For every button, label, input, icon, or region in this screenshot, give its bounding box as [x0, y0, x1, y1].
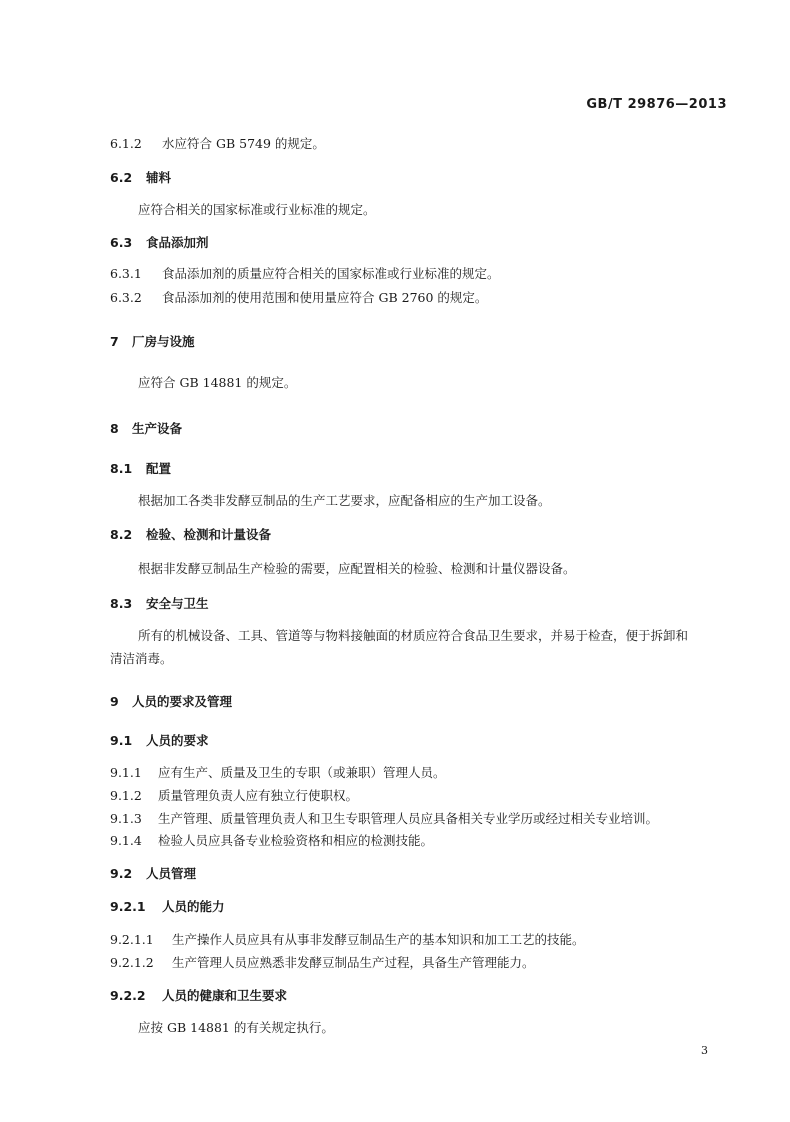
clause-number: 9.2.2 [110, 988, 146, 1003]
clause-number: 8 [110, 421, 119, 436]
paragraph: 根据非发酵豆制品生产检验的需要，应配置相关的检验、检测和计量仪器设备。 [138, 561, 576, 576]
heading-9-2-1 [110, 898, 225, 916]
clause-text: 生产操作人员应具有从事非发酵豆制品生产的基本知识和加工工艺的技能。 [172, 932, 585, 947]
clause-number: 9.2 [110, 866, 133, 881]
heading-text: 厂房与设施 [132, 334, 195, 349]
heading-text: 食品添加剂 [146, 235, 209, 250]
heading-text: 人员管理 [146, 866, 197, 881]
heading-9-2-2 [110, 987, 287, 1005]
clause-text: 食品添加剂的质量应符合相关的国家标准或行业标准的规定。 [162, 266, 500, 281]
clause-6-3-1 [110, 265, 500, 283]
clause-text: 水应符合 GB 5749 的规定。 [162, 136, 325, 151]
heading-9 [110, 693, 232, 711]
heading-9-2 [110, 865, 196, 883]
clause-9-1-3 [110, 810, 658, 828]
clause-text: 食品添加剂的使用范围和使用量应符合 GB 2760 的规定。 [162, 290, 488, 305]
heading-6-2 [110, 169, 171, 187]
clause-6-3-2 [110, 289, 487, 307]
paragraph: 应符合相关的国家标准或行业标准的规定。 [138, 202, 376, 217]
clause-text: 生产管理、质量管理负责人和卫生专职管理人员应具备相关专业学历或经过相关专业培训。 [158, 811, 659, 826]
heading-text: 人员的要求及管理 [132, 694, 233, 709]
heading-text: 人员的要求 [146, 733, 209, 748]
clause-number: 8.3 [110, 596, 133, 611]
clause-9-2-1-1 [110, 931, 585, 949]
clause-9-1-2 [110, 787, 358, 805]
clause-6-1-2 [110, 135, 325, 153]
heading-text: 配置 [146, 461, 172, 476]
clause-number: 8.2 [110, 527, 133, 542]
clause-number: 6.3.2 [110, 290, 142, 305]
heading-text: 辅料 [146, 170, 172, 185]
heading-7 [110, 333, 195, 351]
clause-number: 9 [110, 694, 119, 709]
heading-8-1 [110, 460, 171, 478]
clause-number: 6.3 [110, 235, 133, 250]
clause-9-1-4 [110, 832, 433, 850]
heading-text: 人员的健康和卫生要求 [162, 988, 288, 1003]
clause-number: 8.1 [110, 461, 133, 476]
clause-number: 9.1.4 [110, 833, 142, 848]
clause-number: 9.2.1.1 [110, 932, 154, 947]
clause-number: 9.2.1 [110, 899, 146, 914]
paragraph: 根据加工各类非发酵豆制品的生产工艺要求，应配备相应的生产加工设备。 [138, 493, 551, 508]
clause-number: 7 [110, 334, 119, 349]
clause-number: 9.1.3 [110, 811, 142, 826]
clause-number: 6.1.2 [110, 136, 142, 151]
paragraph: 应符合 GB 14881 的规定。 [138, 375, 297, 390]
clause-number: 9.1.1 [110, 765, 142, 780]
heading-8 [110, 420, 182, 438]
clause-text: 应有生产、质量及卫生的专职（或兼职）管理人员。 [158, 765, 446, 780]
paragraph: 应按 GB 14881 的有关规定执行。 [138, 1020, 334, 1035]
clause-text: 质量管理负责人应有独立行使职权。 [158, 788, 359, 803]
heading-8-3 [110, 595, 209, 613]
heading-text: 人员的能力 [162, 899, 225, 914]
clause-9-2-1-2 [110, 954, 535, 972]
heading-text: 检验、检测和计量设备 [146, 527, 272, 542]
clause-9-1-1 [110, 764, 446, 782]
clause-number: 6.3.1 [110, 266, 142, 281]
page-number: 3 [701, 1044, 708, 1057]
standard-code-header: GB/T 29876—2013 [586, 97, 727, 112]
heading-6-3 [110, 234, 209, 252]
heading-9-1 [110, 732, 209, 750]
heading-text: 安全与卫生 [146, 596, 209, 611]
clause-number: 9.1 [110, 733, 133, 748]
clause-text: 生产管理人员应熟悉非发酵豆制品生产过程，具备生产管理能力。 [172, 955, 535, 970]
clause-number: 6.2 [110, 170, 133, 185]
clause-number: 9.1.2 [110, 788, 142, 803]
heading-text: 生产设备 [132, 421, 183, 436]
heading-8-2 [110, 526, 271, 544]
clause-number: 9.2.1.2 [110, 955, 154, 970]
paragraph-continuation: 清洁消毒。 [110, 651, 173, 666]
paragraph: 所有的机械设备、工具、管道等与物料接触面的材质应符合食品卫生要求，并易于检查，便于拆卸和 [138, 628, 689, 643]
clause-text: 检验人员应具备专业检验资格和相应的检测技能。 [158, 833, 434, 848]
